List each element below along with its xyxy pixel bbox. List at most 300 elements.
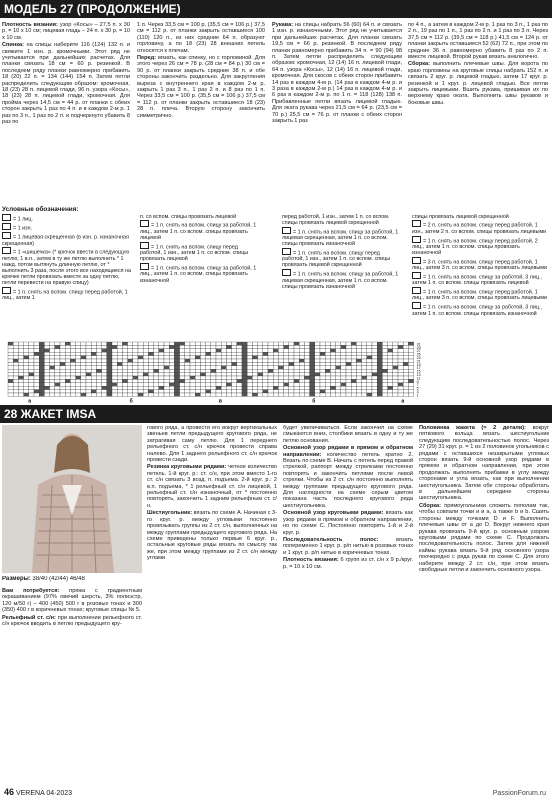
chart-cell [325, 369, 330, 372]
chart-cell [226, 376, 231, 379]
chart-cell [278, 383, 283, 386]
chart-cell [55, 369, 60, 372]
chart-cell [330, 342, 335, 345]
chart-cell [60, 342, 65, 345]
chart-cell [232, 376, 237, 379]
legend-symbol-icon [282, 248, 291, 255]
page-number: 46 [4, 787, 15, 797]
chart-cell [268, 356, 273, 359]
chart-cell [304, 376, 309, 379]
chart-cell [304, 356, 309, 359]
chart-cell [91, 342, 96, 345]
chart-cell [216, 390, 221, 393]
chart-cell [195, 369, 200, 372]
chart-cell [185, 359, 190, 362]
chart-cell [284, 345, 289, 348]
chart-cell [8, 359, 13, 362]
chart-cell [294, 362, 299, 365]
chart-cell [70, 352, 75, 355]
chart-cell [81, 376, 86, 379]
chart-cell [330, 345, 335, 348]
chart-cell [143, 349, 148, 352]
chart-cell [273, 366, 278, 369]
chart-cell [299, 359, 304, 362]
chart-cell [60, 373, 65, 376]
chart-cell [403, 362, 408, 365]
chart-cell [86, 345, 91, 348]
chart-cell [382, 366, 387, 369]
chart-cell [304, 342, 309, 345]
chart-row-number: 9 [416, 379, 419, 384]
chart-cell [258, 352, 263, 355]
chart-cell [278, 369, 283, 372]
legend-symbol-icon [282, 269, 291, 276]
chart-cell [398, 369, 403, 372]
chart-cell [341, 359, 346, 362]
chart-cell [289, 379, 294, 382]
chart-cell [107, 345, 112, 348]
chart-cell [341, 366, 346, 369]
chart-cell [206, 383, 211, 386]
chart-cell [195, 390, 200, 393]
chart-cell [169, 369, 174, 372]
chart-cell [50, 383, 55, 386]
chart-cell [258, 356, 263, 359]
chart-cell [336, 362, 341, 365]
paragraph [283, 445, 413, 509]
chart-cell [148, 345, 153, 348]
chart-cell [382, 349, 387, 352]
chart-cell [408, 359, 413, 362]
chart-cell [325, 352, 330, 355]
chart-cell [200, 356, 205, 359]
chart-cell [138, 342, 143, 345]
chart-cell [294, 386, 299, 389]
chart-cell [18, 379, 23, 382]
chart-cell [174, 352, 179, 355]
chart-cell [258, 390, 263, 393]
chart-cell [39, 352, 44, 355]
legend-symbol-icon [2, 232, 11, 239]
chart-cell [268, 369, 273, 372]
chart-cell [310, 379, 315, 382]
chart-cell [8, 342, 13, 345]
chart-cell [320, 376, 325, 379]
paragraph-text: на спицы набрать 56 (60) 64 п. и связать 1 изн. р. изнаночными. Этот ряд не учитывается при дальнейших расчетах. Для планки связать 19,5 см = 66 р. резинкой. В последнем ряду планки равномерно прибавить 34 п. = 90 (94) 98 п. Затем петли распределить следующим образом: кромочная, 12 (14) 16 п. лицевой глади, 64 п. узора «Косы», 12 (14) 16 п. лицевой глади, кромочная. Для скосов с обеих сторон прибавить 14 раз в каждом 4-м р. (14 раз в каждом 4-м р. и 3 раза в каждом 2-м р.) 14 раз в каждом 4-м р. и 6 раз в каждом 2-м р. по 1 п. = 118 (128) 138 п. Прибавленные петли вязать лицевой гладью. Для оката рукава через 21,5 см = 64 р. (23,5 см = 70 р.) 25,5 см = 76 р. от планки с обеих сторон закрыть 1 раз [272, 22, 402, 125]
chart-cell [34, 390, 39, 393]
chart-cell [117, 373, 122, 376]
chart-cell [65, 379, 70, 382]
chart-cell [242, 362, 247, 365]
chart-cell [143, 366, 148, 369]
chart-cell [13, 352, 18, 355]
chart-cell [242, 342, 247, 345]
chart-cell [393, 386, 398, 389]
chart-cell [263, 366, 268, 369]
chart-cell [8, 362, 13, 365]
chart-cell [351, 376, 356, 379]
chart-cell [55, 342, 60, 345]
chart-cell [408, 383, 413, 386]
legend-item [412, 302, 548, 317]
chart-cell [351, 345, 356, 348]
chart-cell [289, 390, 294, 393]
chart-cell [159, 390, 164, 393]
chart-cell [388, 379, 393, 382]
chart-cell [65, 393, 70, 396]
paragraph [2, 22, 130, 41]
chart-cell [112, 366, 117, 369]
chart-cell [169, 345, 174, 348]
chart-cell [34, 362, 39, 365]
chart-cell [148, 369, 153, 372]
chart-cell [65, 349, 70, 352]
chart-cell [258, 383, 263, 386]
legend-item [2, 214, 132, 223]
chart-cell [81, 369, 86, 372]
chart-cell [55, 379, 60, 382]
legend-item [2, 223, 132, 232]
chart-cell [356, 373, 361, 376]
chart-cell [356, 390, 361, 393]
chart-cell [273, 383, 278, 386]
chart-cell [143, 393, 148, 396]
chart-cell [39, 356, 44, 359]
chart-cell [128, 369, 133, 372]
chart-cell [299, 373, 304, 376]
chart-cell [174, 393, 179, 396]
chart-cell [382, 369, 387, 372]
chart-cell [268, 362, 273, 365]
chart-cell [237, 352, 242, 355]
chart-cell [206, 366, 211, 369]
chart-cell [86, 359, 91, 362]
chart-cell [55, 383, 60, 386]
chart-cell [185, 369, 190, 372]
chart-cell [216, 359, 221, 362]
paragraph [408, 22, 548, 60]
chart-cell [351, 349, 356, 352]
chart-cell [117, 362, 122, 365]
chart-cell [226, 352, 231, 355]
chart-cell [278, 373, 283, 376]
top-column-3 [272, 22, 402, 202]
chart-cell [221, 366, 226, 369]
chart-cell [310, 342, 315, 345]
chart-cell [128, 393, 133, 396]
chart-cell [133, 352, 138, 355]
chart-cell [341, 349, 346, 352]
chart-cell [154, 379, 159, 382]
chart-cell [86, 356, 91, 359]
chart-cell [377, 356, 382, 359]
chart-cell [247, 345, 252, 348]
chart-cell [117, 366, 122, 369]
chart-cell [128, 376, 133, 379]
chart-cell [304, 373, 309, 376]
chart-cell [341, 356, 346, 359]
chart-cell [242, 383, 247, 386]
chart-cell [55, 386, 60, 389]
chart-cell [55, 376, 60, 379]
chart-cell [81, 352, 86, 355]
chart-cell [65, 390, 70, 393]
chart-cell [362, 342, 367, 345]
chart-cell [8, 383, 13, 386]
chart-cell [247, 376, 252, 379]
legend-text: = 2 п. снять на вспом. спицу перед работой, 1 изн., затем 2 п. со вспом. спицы провязать лицевыми [412, 222, 547, 236]
chart-cell [367, 359, 372, 362]
chart-cell [180, 393, 185, 396]
chart-cell [13, 376, 18, 379]
chart-cell [102, 352, 107, 355]
chart-cell [60, 390, 65, 393]
paragraph [147, 510, 277, 561]
chart-cell [336, 386, 341, 389]
chart-cell [304, 369, 309, 372]
legend-text: = 1 п. снять на вспом. спицу за работой, 1 лиц., затем 1 п. со вспом. спицы провязать лицевой [140, 222, 257, 242]
chart-cell [185, 373, 190, 376]
chart-cell [44, 345, 49, 348]
chart-cell [29, 356, 34, 359]
chart-cell [232, 342, 237, 345]
chart-cell [60, 393, 65, 396]
chart-cell [143, 379, 148, 382]
chart-cell [180, 386, 185, 389]
chart-cell [315, 369, 320, 372]
legend-text: = 1 «шишечка» (* крючок ввести в следующую петлю, 1 в.п., затем в ту же петлю выполнить * 1 нажд. потом вытянуть длинную петлю, от * выполнить 3 раза, после этого все находящиеся на крючке петли провязать вместе за одну петлю, петли перевести на правую спицу) [2, 249, 132, 287]
chart-cell [180, 373, 185, 376]
chart-cell [133, 373, 138, 376]
paragraph-lead: Рельефный ст. с/н: [2, 614, 56, 621]
chart-cell [398, 386, 403, 389]
paragraph-lead: Половинка жакета (= 2 детали): [419, 425, 527, 431]
chart-cell [242, 359, 247, 362]
chart-cell [403, 356, 408, 359]
chart-cell [81, 345, 86, 348]
chart-cell [128, 342, 133, 345]
chart-cell [39, 366, 44, 369]
chart-cell [330, 369, 335, 372]
bottom-column-2 [147, 425, 277, 784]
chart-cell [159, 373, 164, 376]
chart-cell [133, 383, 138, 386]
chart-cell [310, 383, 315, 386]
chart-cell [138, 366, 143, 369]
chart-cell [117, 352, 122, 355]
chart-cell [91, 379, 96, 382]
chart-cell [226, 359, 231, 362]
chart-cell [76, 362, 81, 365]
chart-cell [336, 393, 341, 396]
chart-cell [393, 345, 398, 348]
chart-cell [382, 342, 387, 345]
chart-cell [336, 349, 341, 352]
chart-cell [284, 373, 289, 376]
chart-cell [44, 349, 49, 352]
chart-cell [325, 362, 330, 365]
chart-cell [96, 376, 101, 379]
chart-cell [372, 383, 377, 386]
chart-cell [216, 373, 221, 376]
chart-cell [211, 342, 216, 345]
paragraph-lead: Резинка круговыми рядами: [147, 464, 227, 471]
chart-cell [408, 349, 413, 352]
chart-cell [211, 386, 216, 389]
chart-cell [382, 383, 387, 386]
chart-cell [237, 383, 242, 386]
legend-text: = 1 п. снять на вспом. спицу за работой, 1 лицевая скрещенная, затем 1 п. со вспом. спицы провязать изнаночной [282, 229, 399, 248]
chart-cell [117, 390, 122, 393]
chart-cell [351, 383, 356, 386]
chart-cell [237, 376, 242, 379]
chart-cell [174, 390, 179, 393]
chart-cell [180, 366, 185, 369]
chart-cell [195, 383, 200, 386]
chart-cell [174, 379, 179, 382]
chart-cell [258, 342, 263, 345]
chart-cell [393, 376, 398, 379]
chart-cell [8, 376, 13, 379]
chart-cell [252, 376, 257, 379]
header-bar: МОДЕЛЬ 27 (ПРОДОЛЖЕНИЕ) [0, 0, 552, 18]
chart-cell [273, 359, 278, 362]
chart-cell [408, 390, 413, 393]
chart-cell [195, 379, 200, 382]
legend-column-4 [412, 214, 548, 336]
chart-cell [112, 390, 117, 393]
chart-cell [278, 356, 283, 359]
chart-cell [18, 342, 23, 345]
chart-cell [34, 359, 39, 362]
chart-cell [268, 373, 273, 376]
chart-cell [341, 376, 346, 379]
chart-cell [356, 369, 361, 372]
chart-cell [154, 349, 159, 352]
chart-cell [258, 359, 263, 362]
chart-cell [388, 383, 393, 386]
chart-cell [76, 390, 81, 393]
chart-cell [174, 349, 179, 352]
chart-cell [325, 383, 330, 386]
chart-cell [398, 366, 403, 369]
chart-cell [237, 356, 242, 359]
chart-cell [242, 349, 247, 352]
chart-cell [200, 393, 205, 396]
chart-cell [367, 393, 372, 396]
chart-cell [232, 383, 237, 386]
chart-cell [325, 345, 330, 348]
chart-cell [200, 345, 205, 348]
chart-cell [143, 342, 148, 345]
chart-cell [164, 362, 169, 365]
chart-cell [284, 393, 289, 396]
chart-cell [138, 393, 143, 396]
chart-cell [377, 345, 382, 348]
chart-cell [336, 379, 341, 382]
chart-cell [24, 362, 29, 365]
chart-cell [377, 376, 382, 379]
chart-cell [388, 373, 393, 376]
chart-cell [39, 390, 44, 393]
chart-cell [133, 366, 138, 369]
chart-cell [107, 390, 112, 393]
chart-cell [39, 369, 44, 372]
chart-cell [289, 345, 294, 348]
chart-cell [185, 386, 190, 389]
chart-cell [216, 352, 221, 355]
chart-cell [289, 369, 294, 372]
chart-cell [133, 376, 138, 379]
chart-cell [29, 376, 34, 379]
chart-cell [273, 352, 278, 355]
chart-cell [382, 356, 387, 359]
chart-cell [107, 349, 112, 352]
chart-cell [122, 373, 127, 376]
chart-cell [190, 359, 195, 362]
chart-cell [336, 369, 341, 372]
chart-cell [102, 356, 107, 359]
chart-cell [351, 366, 356, 369]
chart-cell [112, 359, 117, 362]
chart-cell [122, 345, 127, 348]
chart-cell [185, 342, 190, 345]
chart-cell [128, 379, 133, 382]
chart-cell [39, 345, 44, 348]
chart-cell [356, 352, 361, 355]
chart-cell [315, 393, 320, 396]
legend-symbol-icon [140, 220, 149, 227]
paragraph-text: 38/40 (42/44) 46/48 [30, 576, 85, 582]
chart-cell [29, 369, 34, 372]
legend-item [412, 287, 548, 302]
chart-cell [289, 356, 294, 359]
paragraph [2, 576, 142, 582]
paragraph-lead: Шестиугольник: [147, 510, 193, 517]
chart-cell [341, 383, 346, 386]
chart-cell [263, 386, 268, 389]
chart-cell [112, 345, 117, 348]
chart-cell [60, 345, 65, 348]
legend-text: = 1 п. снять на вспом. спицу перед работой, 1 лиц., затем 3 п. со вспом. спицы провязать лицевыми [412, 289, 547, 302]
chart-cell [237, 379, 242, 382]
chart-cell [128, 359, 133, 362]
chart-cell [86, 383, 91, 386]
chart-cell [362, 383, 367, 386]
chart-cell [382, 390, 387, 393]
chart-cell [294, 342, 299, 345]
chart-cell [216, 356, 221, 359]
chart-cell [237, 342, 242, 345]
legend-symbol-icon [412, 236, 421, 243]
chart-cell [128, 373, 133, 376]
chart-cell [70, 390, 75, 393]
chart-cell [408, 342, 413, 345]
chart-cell [346, 376, 351, 379]
chart-cell [154, 359, 159, 362]
chart-cell [195, 386, 200, 389]
chart-cell [164, 342, 169, 345]
chart-cell [70, 369, 75, 372]
chart-cell [377, 373, 382, 376]
chart-cell [102, 359, 107, 362]
chart-cell [351, 362, 356, 365]
chart-cell [44, 373, 49, 376]
chart-cell [70, 356, 75, 359]
chart-cell [237, 393, 242, 396]
chart-cell [169, 362, 174, 365]
chart-cell [60, 362, 65, 365]
